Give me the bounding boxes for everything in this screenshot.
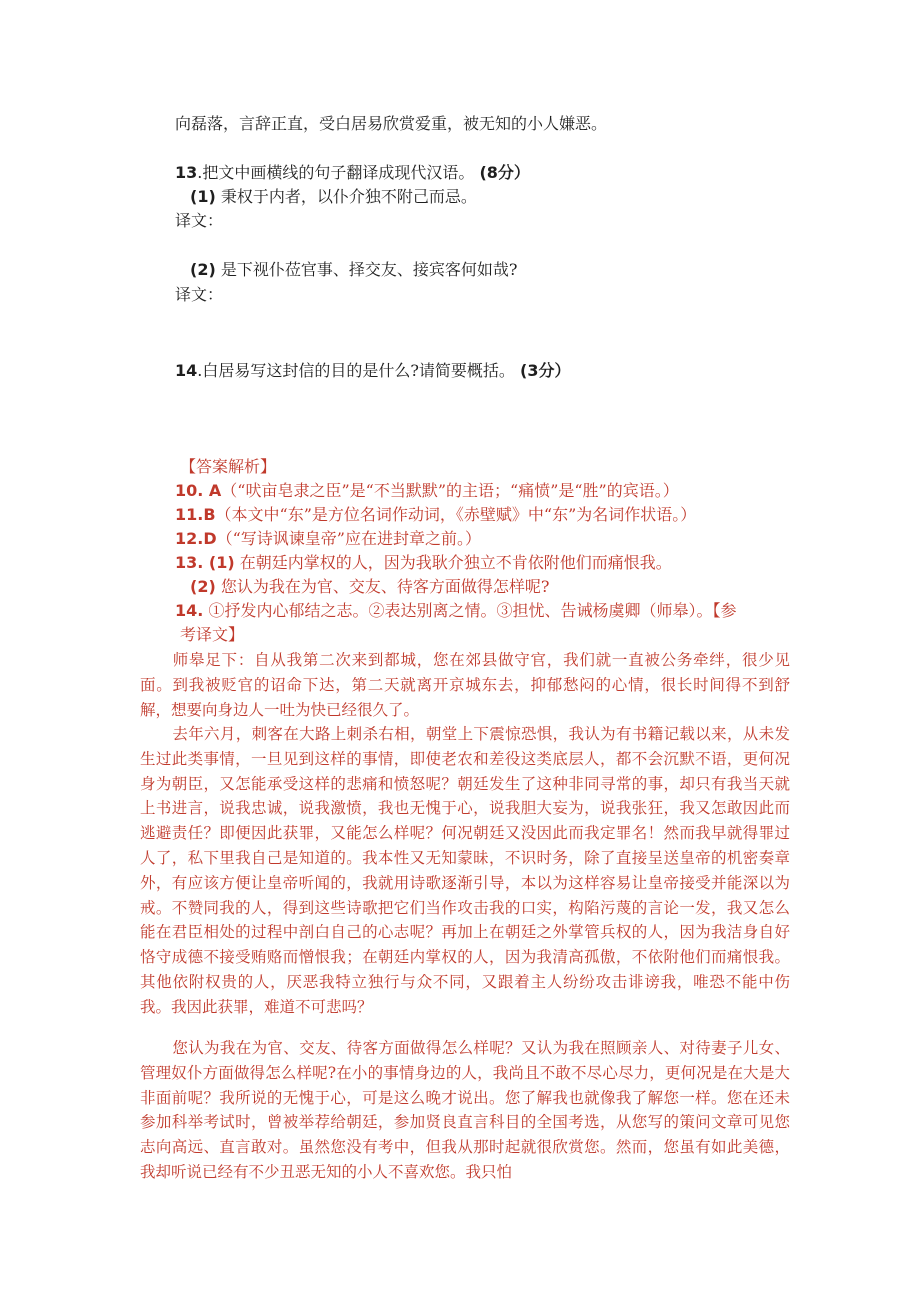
question-13-number: 13 [175,163,198,182]
question-14-score: (3分） [520,361,571,380]
answer-11 [175,505,696,525]
answer-13-1-number: 13. (1) [175,553,235,572]
translation-label-1: 译文： [175,211,224,230]
answer-13-2-text: 您认为我在为官、交友、待客方面做得怎样呢? [220,577,550,596]
answer-12-number: 12.D [175,529,217,548]
answer-13-2 [190,577,549,597]
translation-paragraph-3 [140,1036,790,1185]
translation-paragraph-1 [140,648,790,722]
answer-13-1-text: 在朝廷内掌权的人，因为我耿介独立不肯依附他们而痛恨我。 [239,553,672,572]
answer-10 [175,481,679,501]
answer-12 [175,529,481,549]
translation-paragraph-2 [140,722,790,1020]
question-14-number: 14 [175,361,198,380]
translation-paragraph-1-text: 师皋足下：自从我第二次来到都城，您在郊县做守官，我们就一直被公务牵绊，很少见面。到我被贬官的诏命下达，第二天就离开京城东去，抑郁愁闷的心情，很长时间得不到舒解，想要向身边人一吐为快已经很久了。 [140,651,790,719]
question-14 [175,361,570,381]
top-text: 向磊落，言辞正直，受白居易欣赏爱重，被无知的小人嫌恶。 [175,114,608,133]
answer-13-1 [175,553,672,573]
answer-13-2-number: (2) [190,577,216,596]
translation-paragraph-2-text: 去年六月，刺客在大路上刺杀右相，朝堂上下震惊恐惧，我认为有书籍记载以来，从未发生过此类事情，一旦见到这样的事情，即使老农和差役这类底层人，都不会沉默不语，更何况身为朝臣，又怎能承受这样的悲痛和愤怒呢？朝廷发生了这种非同寻常的事，却只有我当天就上书进言，说我忠诚，说我激愤，我也无愧于心，说我胆大妄为，说我张狂，我又怎敢因此而逃避责任？即便因此获罪，又能怎么样呢？何况朝廷又没因此而我定罪名！然而我早就得罪过人了，私下里我自己是知道的。我本性又无知蒙昧，不识时务，除了直接呈送皇帝的机密奏章外，有应该方便让皇帝听闻的，我就用诗歌逐渐引导，本以为这样容易让皇帝接受并能深以为戒。不赞同我的人，得到这些诗歌把它们当作攻击我的口实，构陷污蔑的言论一发，我又怎么能在君臣相处的过程中剖白自己的心志呢？再加上在朝廷之外掌管兵权的人，因为我洁身自好恪守成德不接受贿赂而憎恨我；在朝廷内掌权的人，因为我清高孤傲，不依附他们而痛恨我。其他依附权贵的人，厌恶我特立独行与众不同，又跟着主人纷纷攻击诽谤我，唯恐不能中伤我。我因此获罪，难道不可悲吗？ [140,725,790,1016]
answer-14-number: 14. [175,601,204,620]
question-13-sub2-text: 是下视仆莅官事、择交友、接宾客何如哉? [220,260,518,279]
question-13-sub1 [190,187,477,207]
translation-label-2: 译文： [175,285,224,304]
answer-14-text: ①抒发内心郁结之志。②表达别离之情。③担忧、告诫杨虞卿（师皋）。【参 [208,601,737,620]
answer-12-text: （“写诗讽谏皇帝”应在进封章之前。） [216,529,481,548]
answer-header: 【答案解析】 [180,457,277,476]
question-13-sub2-number: (2) [190,260,216,279]
question-13-sub1-text: 秉权于内者，以仆介独不附己而忌。 [220,187,477,206]
question-13-sub1-number: (1) [190,187,216,206]
translation-paragraph-3-text: 您认为我在为官、交友、待客方面做得怎么样呢？又认为我在照顾亲人、对待妻子儿女、管理奴仆方面做得怎么样呢?在小的事情身边的人，我尚且不敢不尽心尽力，更何况是在大是大非面前呢？我所说的无愧于心，可是这么晚才说出。您了解我也就像我了解您一样。您在还未参加科举考试时，曾被举荐给朝廷，参加贤良直言科目的全国考选，从您写的策问文章可见您志向高远、直言敢对。虽然您没有考中，但我从那时起就很欣赏您。然而，您虽有如此美德，我却听说已经有不少丑恶无知的小人不喜欢您。我只怕 [140,1039,790,1181]
answer-14 [175,601,736,621]
question-13-text: .把文中画横线的句子翻译成现代汉语。 [197,163,475,182]
question-13-score: (8分） [479,163,530,182]
question-13 [175,163,530,183]
reference-translation-header: 考译文】 [180,625,245,644]
answer-10-number: 10. A [175,481,222,500]
answer-11-text: （本文中“东”是方位名词作动词，《赤壁赋》中“东”为名词作状语。） [215,505,697,524]
question-14-text: .白居易写这封信的目的是什么?请简要概括。 [197,361,515,380]
answer-10-text: （“吠亩皂隶之臣”是“不当默默”的主语；“痛愤”是“胜”的宾语。） [221,481,679,500]
question-13-sub2 [190,260,517,280]
answer-11-number: 11.B [175,505,216,524]
